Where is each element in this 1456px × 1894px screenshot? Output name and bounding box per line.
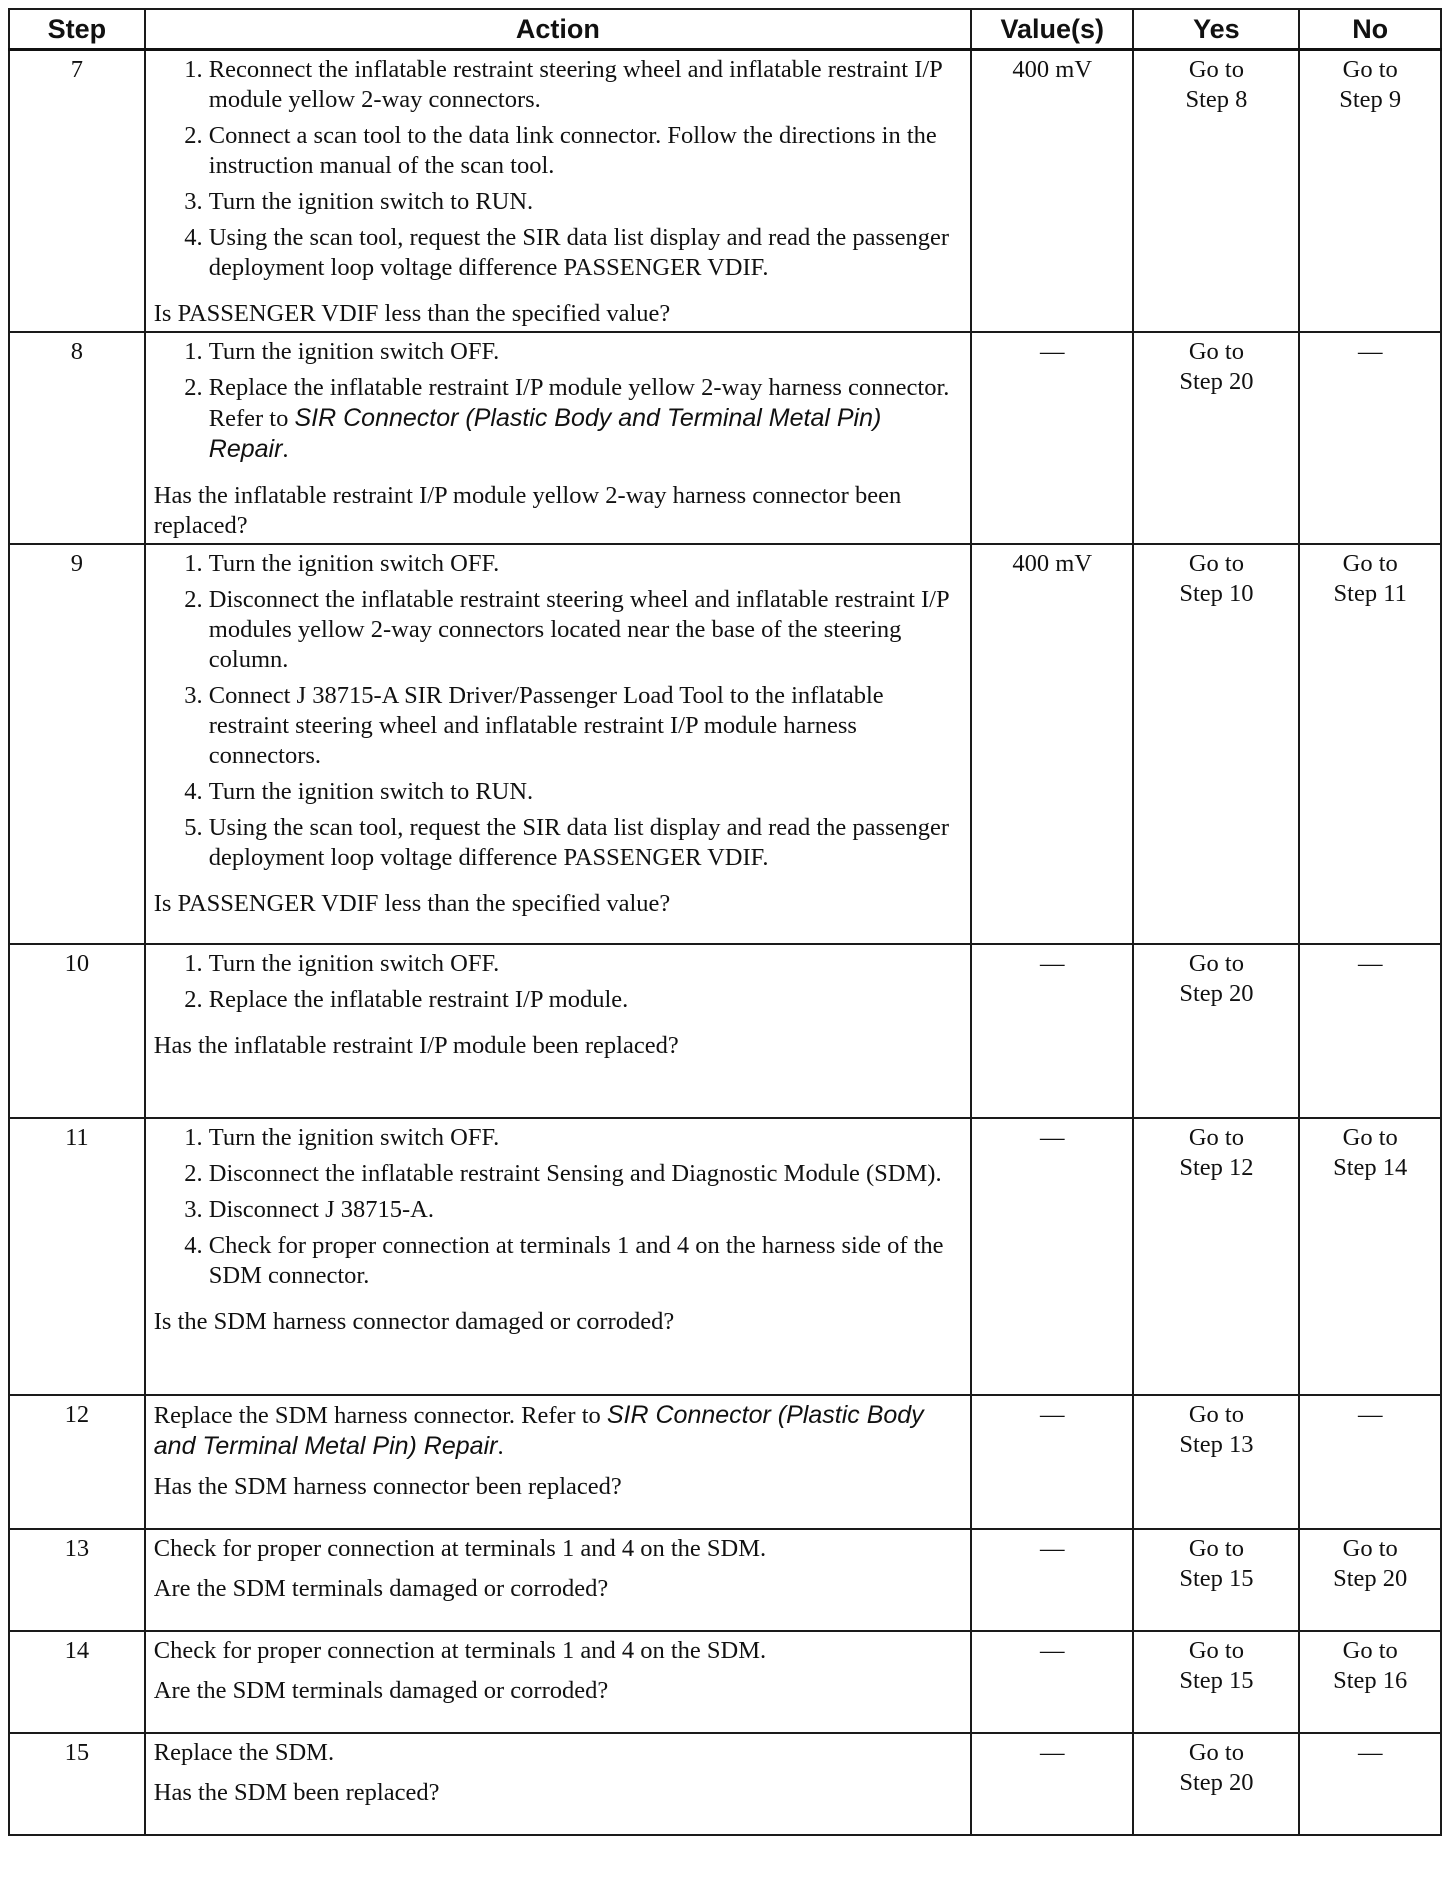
value-cell: — — [971, 1118, 1133, 1395]
step-number: 8 — [9, 332, 145, 544]
action-cell — [145, 944, 971, 1118]
no-cell — [1299, 1631, 1441, 1733]
value-cell: — — [971, 1733, 1133, 1835]
action-question: Are the SDM terminals damaged or corroded? — [153, 1677, 609, 1704]
step-number: 13 — [9, 1529, 145, 1631]
action-list — [154, 337, 960, 471]
table-row — [9, 1733, 1441, 1835]
action-intro: Replace the SDM harness connector. Refer to — [153, 1402, 601, 1429]
no-cell — [1299, 1733, 1441, 1835]
action-list — [154, 949, 960, 1021]
no-goto: Go to — [1342, 1535, 1398, 1562]
action-question: Has the inflatable restraint I/P module been replaced? — [153, 1032, 679, 1059]
action-cell — [145, 332, 971, 544]
action-question: Has the SDM harness connector been replaced? — [153, 1473, 622, 1500]
no-step: Step 9 — [1339, 86, 1402, 113]
yes-goto: Go to — [1188, 1401, 1244, 1428]
no-goto: — — [1357, 950, 1383, 977]
table-row — [9, 1395, 1441, 1529]
yes-goto: Go to — [1188, 56, 1244, 83]
table-row — [9, 1631, 1441, 1733]
no-cell — [1299, 1118, 1441, 1395]
action-cell — [145, 1118, 971, 1395]
action-cell — [145, 1631, 971, 1733]
header-values: Value(s) — [971, 9, 1133, 50]
step-number: 9 — [9, 544, 145, 944]
yes-goto: Go to — [1188, 1739, 1244, 1766]
action-cell — [145, 1529, 971, 1631]
no-cell — [1299, 944, 1441, 1118]
yes-step: Step 20 — [1179, 368, 1254, 395]
step-number: 11 — [9, 1118, 145, 1395]
table-row — [9, 944, 1441, 1118]
yes-step: Step 20 — [1179, 1769, 1254, 1796]
value-cell: 400 mV — [971, 50, 1133, 333]
no-goto: Go to — [1342, 1124, 1398, 1151]
step-number: 14 — [9, 1631, 145, 1733]
no-step: Step 20 — [1333, 1565, 1408, 1592]
action-intro: Replace the SDM. — [153, 1739, 335, 1766]
step-number: 7 — [9, 50, 145, 333]
yes-step: Step 8 — [1185, 86, 1248, 113]
yes-goto: Go to — [1188, 1637, 1244, 1664]
value-cell: — — [971, 1395, 1133, 1529]
no-goto: — — [1357, 1739, 1383, 1766]
action-item: 1. Turn the ignition switch OFF. — [209, 549, 960, 579]
action-cell — [145, 544, 971, 944]
action-item: 4. Using the scan tool, request the SIR data list display and read the passenger deployment loop voltage difference PASSENGER VDIF. — [209, 223, 960, 283]
action-cell — [145, 1395, 971, 1529]
step-number: 12 — [9, 1395, 145, 1529]
yes-cell — [1133, 1631, 1299, 1733]
action-item: 3. Turn the ignition switch to RUN. — [209, 187, 960, 217]
value-cell: — — [971, 1631, 1133, 1733]
action-item: 5. Using the scan tool, request the SIR data list display and read the passenger deployment loop voltage difference PASSENGER VDIF. — [209, 813, 960, 873]
action-item: 2. Disconnect the inflatable restraint steering wheel and inflatable restraint I/P modules yellow 2-way connectors located near the base of the steering column. — [209, 585, 960, 675]
no-goto: Go to — [1342, 1637, 1398, 1664]
yes-cell — [1133, 50, 1299, 333]
header-yes: Yes — [1133, 9, 1299, 50]
yes-cell — [1133, 1529, 1299, 1631]
action-item: 1. Turn the ignition switch OFF. — [209, 337, 960, 367]
table-row — [9, 50, 1441, 333]
yes-goto: Go to — [1188, 1535, 1244, 1562]
action-intro: Check for proper connection at terminals 1 and 4 on the SDM. — [153, 1535, 767, 1562]
no-cell — [1299, 544, 1441, 944]
yes-step: Step 10 — [1179, 580, 1254, 607]
diagnostic-table — [8, 8, 1442, 1836]
action-item: 4. Turn the ignition switch to RUN. — [209, 777, 960, 807]
repair-reference: SIR Connector (Plastic Body and Terminal Metal Pin) Repair — [208, 404, 882, 463]
table-row — [9, 544, 1441, 944]
no-goto: — — [1357, 338, 1383, 365]
action-intro: Check for proper connection at terminals 1 and 4 on the SDM. — [153, 1637, 767, 1664]
no-step: Step 16 — [1333, 1667, 1408, 1694]
action-question: Is PASSENGER VDIF less than the specified value? — [153, 300, 671, 327]
action-item: 2. Connect a scan tool to the data link connector. Follow the directions in the instruction manual of the scan tool. — [209, 121, 960, 181]
value-cell: — — [971, 332, 1133, 544]
repair-reference: SIR Connector (Plastic Body and Terminal Metal Pin) Repair — [153, 1401, 924, 1460]
no-cell — [1299, 332, 1441, 544]
step-number: 10 — [9, 944, 145, 1118]
yes-cell — [1133, 1395, 1299, 1529]
action-question: Are the SDM terminals damaged or corroded? — [153, 1575, 609, 1602]
no-cell — [1299, 1395, 1441, 1529]
yes-cell — [1133, 1733, 1299, 1835]
action-item: 2. Replace the inflatable restraint I/P module yellow 2-way harness connector. Refer to SIR Connector (Plastic Body and Terminal Metal Pin) Repair. — [209, 373, 960, 465]
table-row — [9, 332, 1441, 544]
no-step: Step 14 — [1333, 1154, 1408, 1181]
action-question: Is the SDM harness connector damaged or corroded? — [153, 1308, 675, 1335]
action-text: Replace the inflatable restraint I/P module yellow 2-way harness connector. Refer to — [208, 374, 950, 432]
action-question: Has the SDM been replaced? — [153, 1779, 440, 1806]
no-cell — [1299, 50, 1441, 333]
yes-goto: Go to — [1188, 338, 1244, 365]
no-goto: Go to — [1342, 56, 1398, 83]
yes-goto: Go to — [1188, 550, 1244, 577]
action-cell — [145, 1733, 971, 1835]
no-cell — [1299, 1529, 1441, 1631]
action-list — [154, 1123, 960, 1297]
step-number: 15 — [9, 1733, 145, 1835]
yes-goto: Go to — [1188, 1124, 1244, 1151]
yes-step: Step 12 — [1179, 1154, 1254, 1181]
yes-goto: Go to — [1188, 950, 1244, 977]
action-item: 1. Turn the ignition switch OFF. — [209, 1123, 960, 1153]
value-cell: — — [971, 944, 1133, 1118]
header-action: Action — [145, 9, 971, 50]
yes-step: Step 20 — [1179, 980, 1254, 1007]
table-row — [9, 1118, 1441, 1395]
no-goto: Go to — [1342, 550, 1398, 577]
action-question: Is PASSENGER VDIF less than the specified value? — [153, 890, 671, 917]
yes-cell — [1133, 544, 1299, 944]
action-item: 4. Check for proper connection at terminals 1 and 4 on the harness side of the SDM connector. — [209, 1231, 960, 1291]
yes-cell — [1133, 1118, 1299, 1395]
action-list — [154, 549, 960, 879]
action-text: Replace the SDM harness connector. Refer to SIR Connector (Plastic Body and Terminal Metal Pin) Repair. — [153, 1401, 924, 1460]
table-row — [9, 1529, 1441, 1631]
value-cell: 400 mV — [971, 544, 1133, 944]
yes-step: Step 15 — [1179, 1565, 1254, 1592]
action-item: 1. Turn the ignition switch OFF. — [209, 949, 960, 979]
action-question: Has the inflatable restraint I/P module yellow 2-way harness connector been replaced? — [153, 482, 902, 539]
header-no: No — [1299, 9, 1441, 50]
value-cell: — — [971, 1529, 1133, 1631]
action-item: 2. Disconnect the inflatable restraint Sensing and Diagnostic Module (SDM). — [209, 1159, 960, 1189]
action-item: 2. Replace the inflatable restraint I/P module. — [209, 985, 960, 1015]
no-step: Step 11 — [1333, 580, 1407, 607]
yes-step: Step 15 — [1179, 1667, 1254, 1694]
action-item: 3. Disconnect J 38715-A. — [209, 1195, 960, 1225]
header-row — [9, 9, 1441, 50]
action-item: 1. Reconnect the inflatable restraint steering wheel and inflatable restraint I/P module yellow 2-way connectors. — [209, 55, 960, 115]
action-list — [154, 55, 960, 289]
yes-cell — [1133, 332, 1299, 544]
no-goto: — — [1357, 1401, 1383, 1428]
action-cell — [145, 50, 971, 333]
yes-cell — [1133, 944, 1299, 1118]
yes-step: Step 13 — [1179, 1431, 1254, 1458]
action-item: 3. Connect J 38715-A SIR Driver/Passenger Load Tool to the inflatable restraint steering wheel and inflatable restraint I/P module harness connectors. — [209, 681, 960, 771]
header-step: Step — [9, 9, 145, 50]
